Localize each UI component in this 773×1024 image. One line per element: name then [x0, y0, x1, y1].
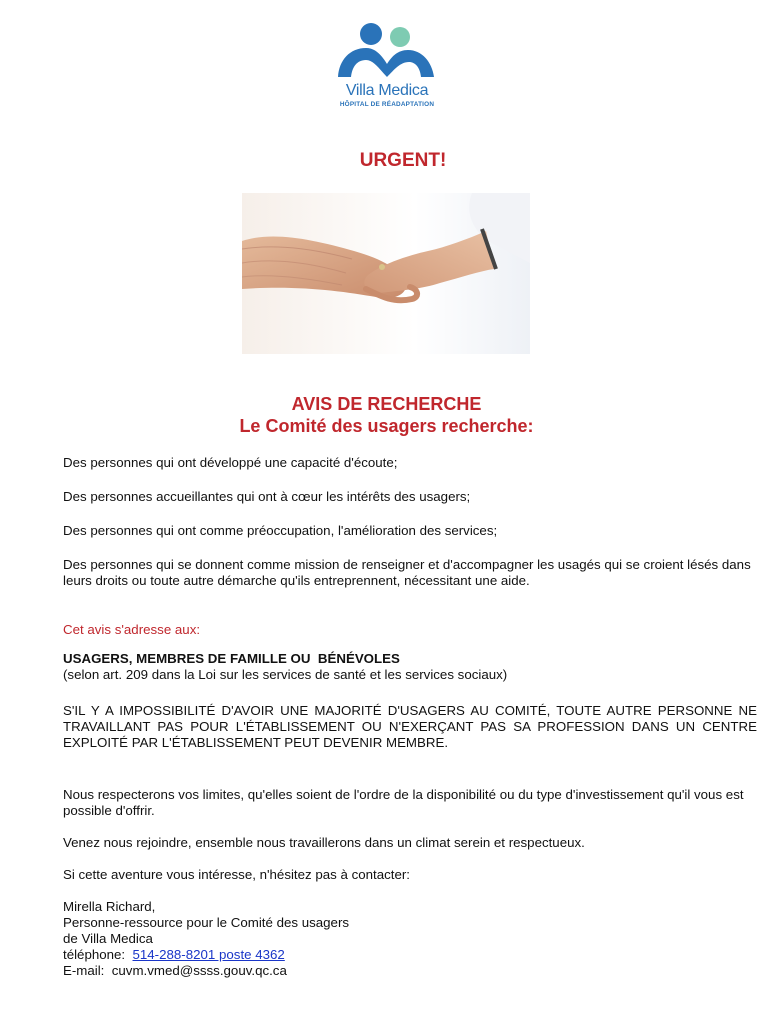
contact-block	[63, 899, 757, 979]
contact-email-row	[63, 963, 757, 979]
phone-label: téléphone:	[63, 947, 126, 962]
phone-link[interactable]: 514-288-8201 poste 4362	[132, 947, 285, 962]
criteria-item: Des personnes qui se donnent comme mission de renseigner et d'accompagner les usagés qui se croient lésés dans leurs droits ou toute autre démarche qu'ils entreprennent, nécessitant une aide.	[63, 557, 751, 588]
heading-comite: Le Comité des usagers recherche:	[239, 416, 534, 436]
membership-notice: S'IL Y A IMPOSSIBILITÉ D'AVOIR UNE MAJORITÉ D'USAGERS AU COMITÉ, TOUTE AUTRE PERSONNE NE TRAVAILLANT PAS POUR L'ÉTABLISSEMENT OU N'EXERÇANT PAS SA PROFESSION DANS UN CENTRE EXPLOITÉ PAR L'ÉTABLISSEMENT PEUT DEVENIR MEMBRE.	[63, 703, 757, 750]
logo-emblem-icon	[336, 20, 438, 82]
contact-role: Personne-ressource pour le Comité des usagers	[63, 915, 350, 930]
urgent-title: URGENT!	[359, 150, 447, 171]
audience-title: USAGERS, MEMBRES DE FAMILLE OU BÉNÉVOLES	[63, 651, 400, 666]
criteria-item: Des personnes qui ont comme préoccupation, l'amélioration des services;	[63, 523, 498, 538]
audience-note: (selon art. 209 dans la Loi sur les services de santé et les services sociaux)	[63, 667, 508, 682]
holding-hands-photo	[242, 193, 530, 354]
villa-medica-logo	[336, 20, 438, 112]
contact-org: de Villa Medica	[63, 931, 153, 946]
audience-intro: Cet avis s'adresse aux:	[63, 622, 201, 637]
email-label: E-mail:	[63, 963, 105, 978]
criteria-item: Des personnes qui ont développé une capacité d'écoute;	[63, 455, 398, 470]
logo-subtitle: HÔPITAL DE RÉADAPTATION	[339, 101, 435, 108]
heading-avis: AVIS DE RECHERCHE	[291, 394, 482, 414]
closing-paragraph: Venez nous rejoindre, ensemble nous travaillerons dans un climat serein et respectueux.	[63, 835, 585, 850]
criteria-item: Des personnes accueillantes qui ont à cœur les intérêts des usagers;	[63, 489, 471, 504]
closing-paragraph: Si cette aventure vous intéresse, n'hésitez pas à contacter:	[63, 867, 410, 882]
contact-name: Mirella Richard,	[63, 899, 156, 914]
closing-paragraph: Nous respecterons vos limites, qu'elles soient de l'ordre de la disponibilité ou du type d'investissement qu'il vous est possible d'offrir.	[63, 787, 744, 818]
logo-name: Villa Medica	[345, 82, 429, 99]
contact-email: cuvm.vmed@ssss.gouv.qc.ca	[111, 963, 287, 978]
contact-phone-row	[63, 947, 757, 963]
